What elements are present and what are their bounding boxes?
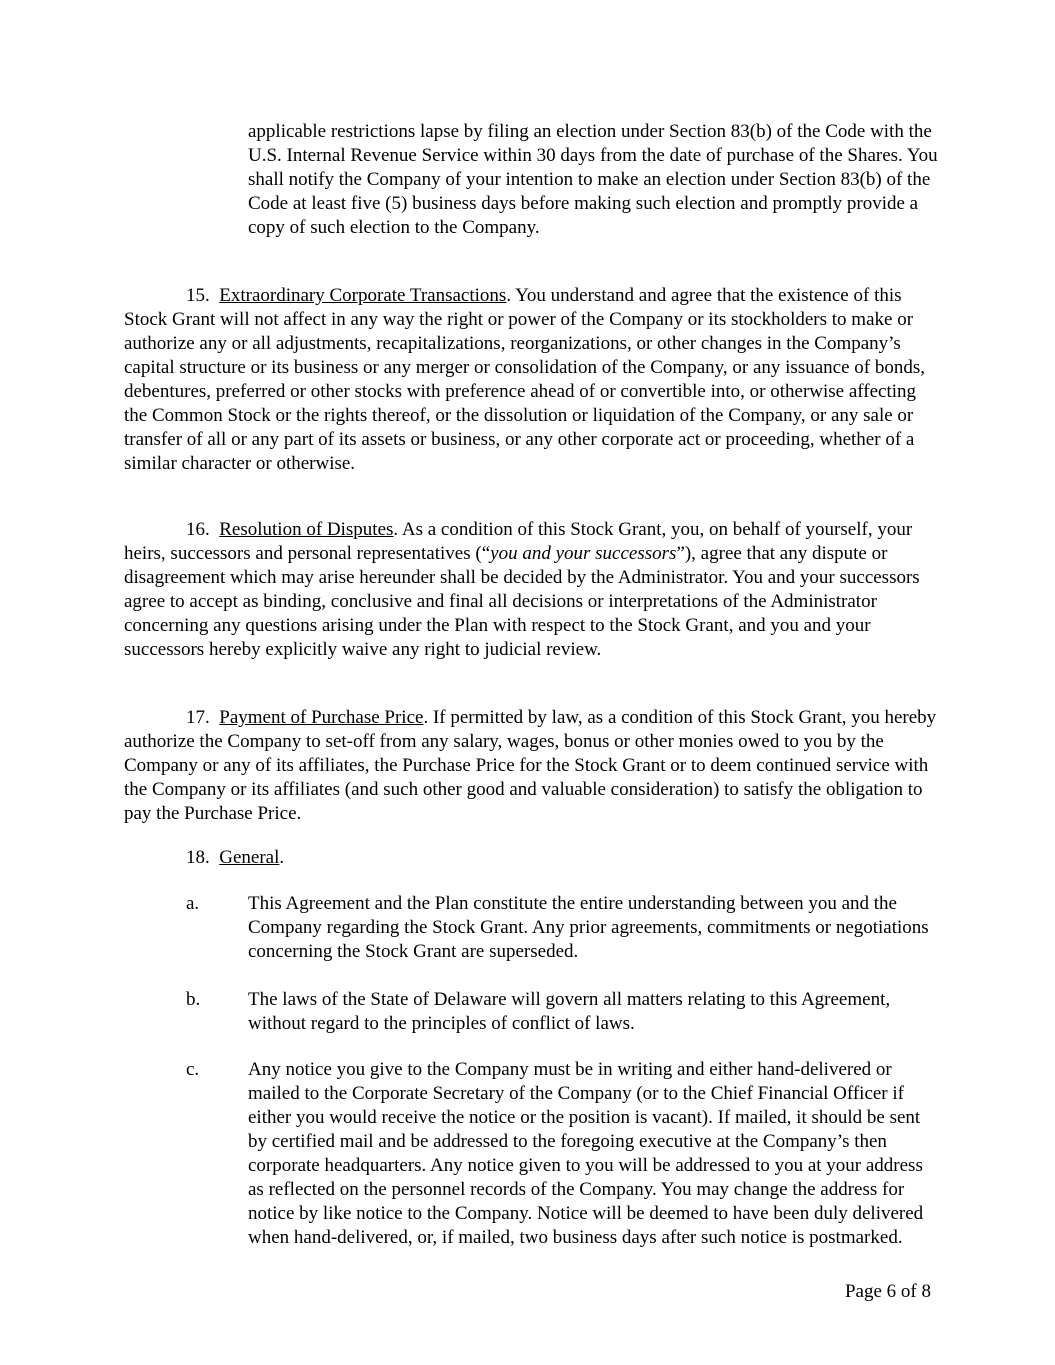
general-item-b-letter: b. <box>186 989 201 1010</box>
general-item-a-letter: a. <box>186 893 200 914</box>
section-14-continuation: applicable restrictions lapse by filing an election under Section 83(b) of the Code with the U.S. Internal Revenue Service within 30 days from the date of purchase of the Shares. You shall notify the Company of your intention to make an election under Section 83(b) of the Code at least five (5) business days before making such election and promptly provide a copy of such election to the Company. <box>248 121 938 238</box>
general-item-a-text: This Agreement and the Plan constitute the entire understanding between you and the Company regarding the Stock Grant. Any prior agreements, commitments or negotiations concerning the Stock Grant are superseded. <box>248 893 929 962</box>
general-item-c-text: Any notice you give to the Company must be in writing and either hand-delivered or mailed to the Corporate Secretary of the Company (or to the Chief Financial Officer if either you would receive the notice or the position is vacant). If mailed, it should be sent by certified mail and be addressed to the foregoing executive at the Company’s then corporate headquarters. Any notice given to you will be addressed to you at your address as reflected on the personnel records of the Company. You may change the address for notice by like notice to the Company. Notice will be deemed to have been duly delivered when hand-delivered, or, if mailed, two business days after such notice is postmarked. <box>248 1059 924 1248</box>
section-16-body-after: ”), agree that any dispute or disagreement which may arise hereunder shall be decided by the Administrator. You and your successors agree to accept as binding, conclusive and final all decisions or interpretations of the Administrator concerning any questions arising under the Plan with respect to the Stock Grant, and you and your successors hereby explicitly waive any right to judicial review. <box>124 543 920 660</box>
section-18-number: 18. <box>186 847 210 868</box>
section-18-body: . <box>279 847 285 868</box>
section-16 <box>124 518 938 662</box>
section-15-number: 15. <box>186 285 210 306</box>
section-17-title: Payment of Purchase Price <box>219 707 424 728</box>
section-18-title: General <box>219 847 280 868</box>
page-number: Page 6 of 8 <box>844 1281 931 1302</box>
section-15-body: . You understand and agree that the existence of this Stock Grant will not affect in any way the right or power of the Company or its stockholders to make or authorize any or all adjustments, recapitalizations, reorganizations, or other changes in the Company’s capital structure or its business or any merger or consolidation of the Company, or any issuance of bonds, debentures, preferred or other stocks with preference ahead of or convertible into, or otherwise affecting the Common Stock or the rights thereof, or the dissolution or liquidation of the Company, or any sale or transfer of all or any part of its assets or business, or any other corporate act or proceeding, whether of a similar character or otherwise. <box>124 285 925 474</box>
section-17 <box>124 706 938 826</box>
section-18 <box>186 846 284 870</box>
section-16-body-before: . As a condition of this Stock Grant, you, on behalf of yourself, your heirs, successors and personal representatives (“ <box>124 519 913 564</box>
general-item-b-text: The laws of the State of Delaware will govern all matters relating to this Agreement, without regard to the principles of conflict of laws. <box>248 989 891 1034</box>
section-16-body-italic: you and your successors <box>490 543 677 564</box>
section-17-body: . If permitted by law, as a condition of this Stock Grant, you hereby authorize the Company to set-off from any salary, wages, bonus or other monies owed to you by the Company or any of its affiliates, the Purchase Price for the Stock Grant or to deem continued service with the Company or its affiliates (and such other good and valuable consideration) to satisfy the obligation to pay the Purchase Price. <box>124 707 937 824</box>
general-item-c-letter: c. <box>186 1059 200 1080</box>
section-16-number: 16. <box>186 519 210 540</box>
section-15 <box>124 284 938 476</box>
section-17-number: 17. <box>186 707 210 728</box>
section-15-title: Extraordinary Corporate Transactions <box>219 285 507 306</box>
section-16-title: Resolution of Disputes <box>219 519 394 540</box>
